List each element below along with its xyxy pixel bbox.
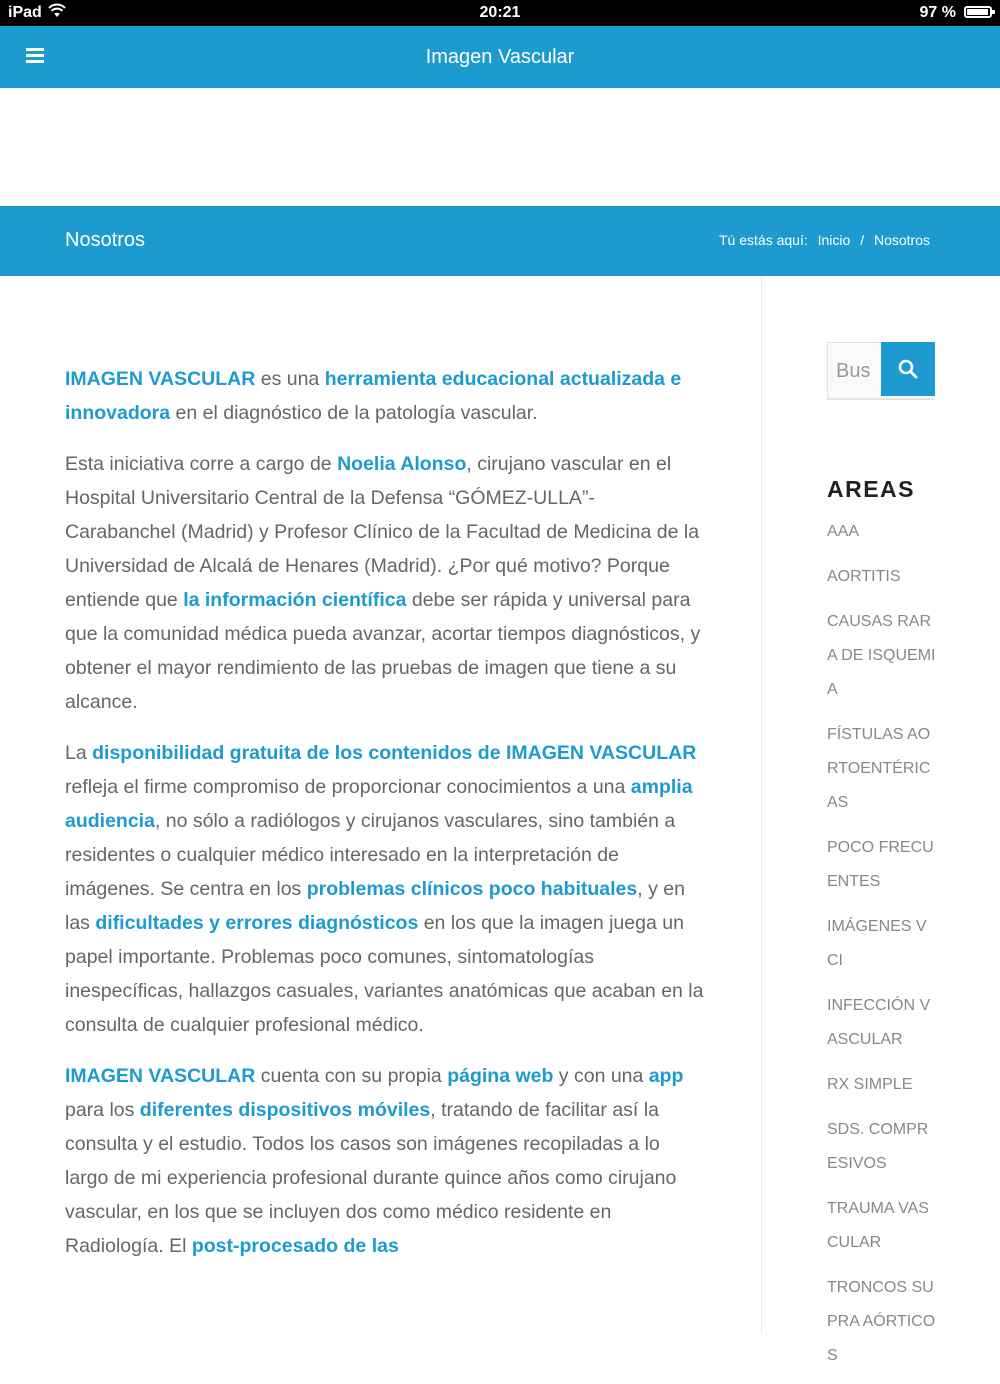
article-paragraph: [65, 1059, 705, 1263]
article-link[interactable]: herramienta educacional actualizada e innovadora: [65, 368, 682, 424]
article-text: para los: [65, 1099, 140, 1121]
article-text: , y en las: [65, 878, 685, 934]
article-text: cuenta con su propia: [255, 1065, 448, 1087]
breadcrumb-prefix: Tú estás aquí:: [719, 232, 808, 248]
article-paragraph: [65, 447, 705, 719]
area-link[interactable]: IMÁGENES VCI: [827, 918, 927, 969]
article-link[interactable]: Noelia Alonso: [337, 453, 467, 475]
article-content: [65, 362, 705, 1280]
device-name: iPad: [8, 4, 42, 21]
battery-fill: [967, 9, 988, 15]
article-link[interactable]: problemas clínicos poco habituales: [306, 878, 638, 900]
area-link[interactable]: RX SIMPLE: [827, 1076, 913, 1093]
area-link[interactable]: TRAUMA VASCULAR: [827, 1200, 929, 1251]
search-button[interactable]: [881, 342, 935, 396]
status-bar: [0, 0, 1000, 26]
article-link[interactable]: página web: [447, 1065, 554, 1087]
areas-heading: AREAS: [827, 476, 916, 502]
search-input[interactable]: Bus: [827, 342, 881, 400]
article-link[interactable]: amplia audiencia: [65, 776, 693, 832]
article-link[interactable]: diferentes dispositivos móviles: [139, 1099, 431, 1121]
battery-icon: [964, 6, 992, 18]
article-text: , cirujano vascular en el Hospital Universitario Central de la Defensa “GÓMEZ-ULLA”-Carabanchel (Madrid) y Profesor Clínico de la Facultad de Medicina de la Universidad de Alcalá de Henares (Madrid). ¿Por qué motivo? Porque entiende que: [65, 453, 700, 611]
page-title-bar: [0, 206, 1000, 276]
area-link[interactable]: TRONCOS SUPRA AÓRTICOS: [827, 1279, 936, 1364]
article-text: es una: [255, 368, 325, 390]
article-text: refleja el firme compromiso de proporcionar conocimientos a una: [65, 776, 631, 798]
article-link[interactable]: IMAGEN VASCULAR: [65, 1065, 256, 1087]
article-text: , no sólo a radiólogos y cirujanos vasculares, sino también a residentes o cualquier médico interesado en la interpretación de imágenes. Se centra en los: [65, 810, 676, 900]
areas-widget: [827, 476, 937, 1384]
area-link[interactable]: POCO FRECUENTES: [827, 839, 934, 890]
article-link[interactable]: post-procesado de las: [191, 1235, 399, 1257]
area-link[interactable]: AORTITIS: [827, 568, 901, 585]
article-text: La: [65, 742, 93, 764]
article-text: , tratando de facilitar así la consulta y el estudio. Todos los casos son imágenes recopiladas a lo largo de mi experiencia profesional durante quince años como cirujano vascular, en los que se incluyen dos como médico residente en Radiología. El: [65, 1099, 677, 1257]
article-paragraph: [65, 736, 705, 1042]
article-link[interactable]: dificultades y errores diagnósticos: [95, 912, 419, 934]
article-text: debe ser rápida y universal para que la comunidad médica pueda avanzar, acortar tiempos diagnósticos, y obtener el mayor rendimiento de las pruebas de imagen que tiene a su alcance.: [65, 589, 701, 713]
breadcrumb-home-link[interactable]: Inicio: [817, 232, 851, 248]
breadcrumb-separator: /: [860, 232, 865, 248]
area-link[interactable]: FÍSTULAS AORTOENTÉRICAS: [827, 726, 931, 811]
battery-percentage: 97 %: [919, 4, 956, 21]
site-header: [0, 26, 1000, 88]
area-link[interactable]: SDS. COMPRESIVOS: [827, 1121, 929, 1172]
article-link[interactable]: app: [648, 1065, 684, 1087]
article-link[interactable]: IMAGEN VASCULAR: [65, 368, 256, 390]
breadcrumb-current: Nosotros: [873, 232, 930, 248]
breadcrumb: [719, 232, 930, 248]
article-link[interactable]: la información científica: [183, 589, 407, 611]
area-link[interactable]: CAUSAS RARA DE ISQUEMIA: [827, 613, 936, 698]
search-icon: [881, 342, 935, 396]
article-text: y con una: [553, 1065, 649, 1087]
page-title: Nosotros: [65, 229, 146, 251]
article-text: en los que la imagen juega un papel importante. Problemas poco comunes, sintomatologías inespecíficas, hallazgos casuales, variantes anatómicas que acaban en la consulta de cualquier profesional médico.: [65, 912, 704, 1036]
sidebar-divider: [761, 276, 762, 1334]
article-link[interactable]: disponibilidad gratuita de los contenidos de IMAGEN VASCULAR: [92, 742, 697, 764]
article-paragraph: [65, 362, 705, 430]
search-widget: [827, 342, 935, 400]
area-link[interactable]: INFECCIÓN VASCULAR: [827, 997, 931, 1048]
article-text: Esta iniciativa corre a cargo de: [65, 453, 338, 475]
area-link[interactable]: AAA: [827, 523, 860, 540]
areas-list: [827, 515, 937, 1373]
site-title[interactable]: Imagen Vascular: [425, 46, 575, 68]
article-text: en el diagnóstico de la patología vascular.: [170, 402, 538, 424]
clock: 20:21: [479, 4, 521, 21]
